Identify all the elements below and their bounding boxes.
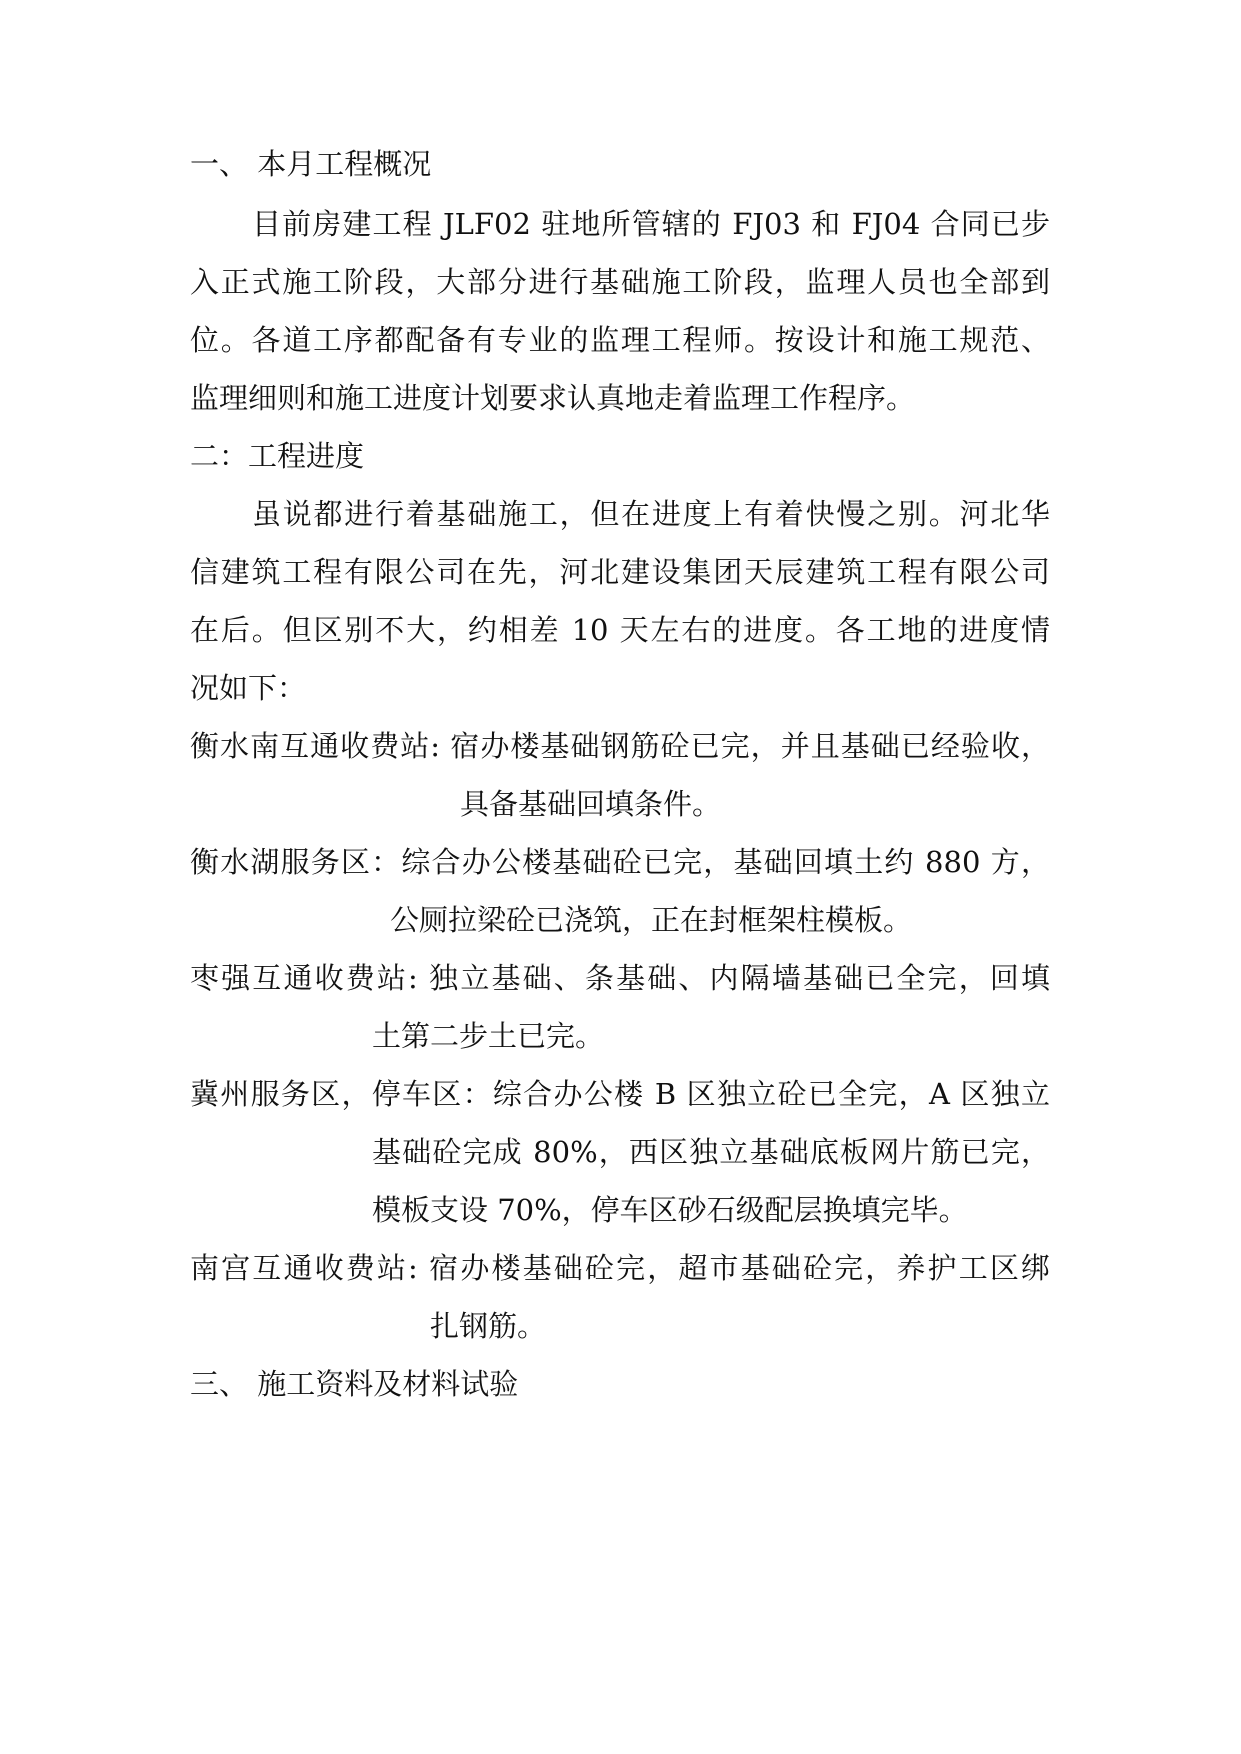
site-hengshuihu-line-2: 公厕拉梁砼已浇筑，正在封框架柱模板。: [390, 903, 913, 937]
site-hengshuinan-line-2: 具备基础回填条件。: [460, 787, 722, 821]
site-jizhou-line-2: 基础砼完成 80%，西区独立基础底板网片筋已完，: [372, 1135, 1050, 1169]
site-hengshuinan-line-1: 衡水南互通收费站: 宿办楼基础钢筋砼已完，并且基础已经验收，: [190, 729, 1050, 763]
site-jizhou-line-3: 模板支设 70%，停车区砂石级配层换填完毕。: [372, 1193, 968, 1227]
section2-paragraph-line-3: 在后。但区别不大，约相差 10 天左右的进度。各工地的进度情: [190, 613, 1050, 647]
site-nangong-line-2: 扎钢筋。: [430, 1309, 547, 1343]
section2-paragraph-line-2: 信建筑工程有限公司在先，河北建设集团天辰建筑工程有限公司: [190, 555, 1050, 589]
site-nangong-line-1: 南宫互通收费站: 宿办楼基础砼完，超市基础砼完，养护工区绑: [190, 1251, 1050, 1285]
section2-heading: 二：工程进度: [190, 439, 365, 473]
site-zaoqiang-line-2: 土第二步土已完。: [372, 1019, 605, 1053]
site-jizhou-line-1: 冀州服务区，停车区：综合办公楼 B 区独立砼已全完，A 区独立: [190, 1077, 1050, 1111]
site-zaoqiang-line-1: 枣强互通收费站: 独立基础、条基础、内隔墙基础已全完，回填: [190, 961, 1050, 995]
section1-paragraph-line-1: 目前房建工程 JLF02 驻地所管辖的 FJ03 和 FJ04 合同已步: [252, 207, 1050, 241]
section1-paragraph-line-2: 入正式施工阶段，大部分进行基础施工阶段，监理人员也全部到: [190, 265, 1050, 299]
site-hengshuihu-line-1: 衡水湖服务区：综合办公楼基础砼已完，基础回填土约 880 方，: [190, 845, 1050, 879]
section2-paragraph-line-1: 虽说都进行着基础施工，但在进度上有着快慢之别。河北华: [252, 497, 1050, 531]
section3-heading: 三、 施工资料及材料试验: [190, 1367, 519, 1401]
section1-paragraph-line-3: 位。各道工序都配备有专业的监理工程师。按设计和施工规范、: [190, 323, 1050, 357]
section2-paragraph-line-4: 况如下：: [190, 671, 307, 705]
section1-heading: 一、 本月工程概况: [190, 147, 432, 181]
section1-paragraph-line-4: 监理细则和施工进度计划要求认真地走着监理工作程序。: [190, 381, 916, 415]
